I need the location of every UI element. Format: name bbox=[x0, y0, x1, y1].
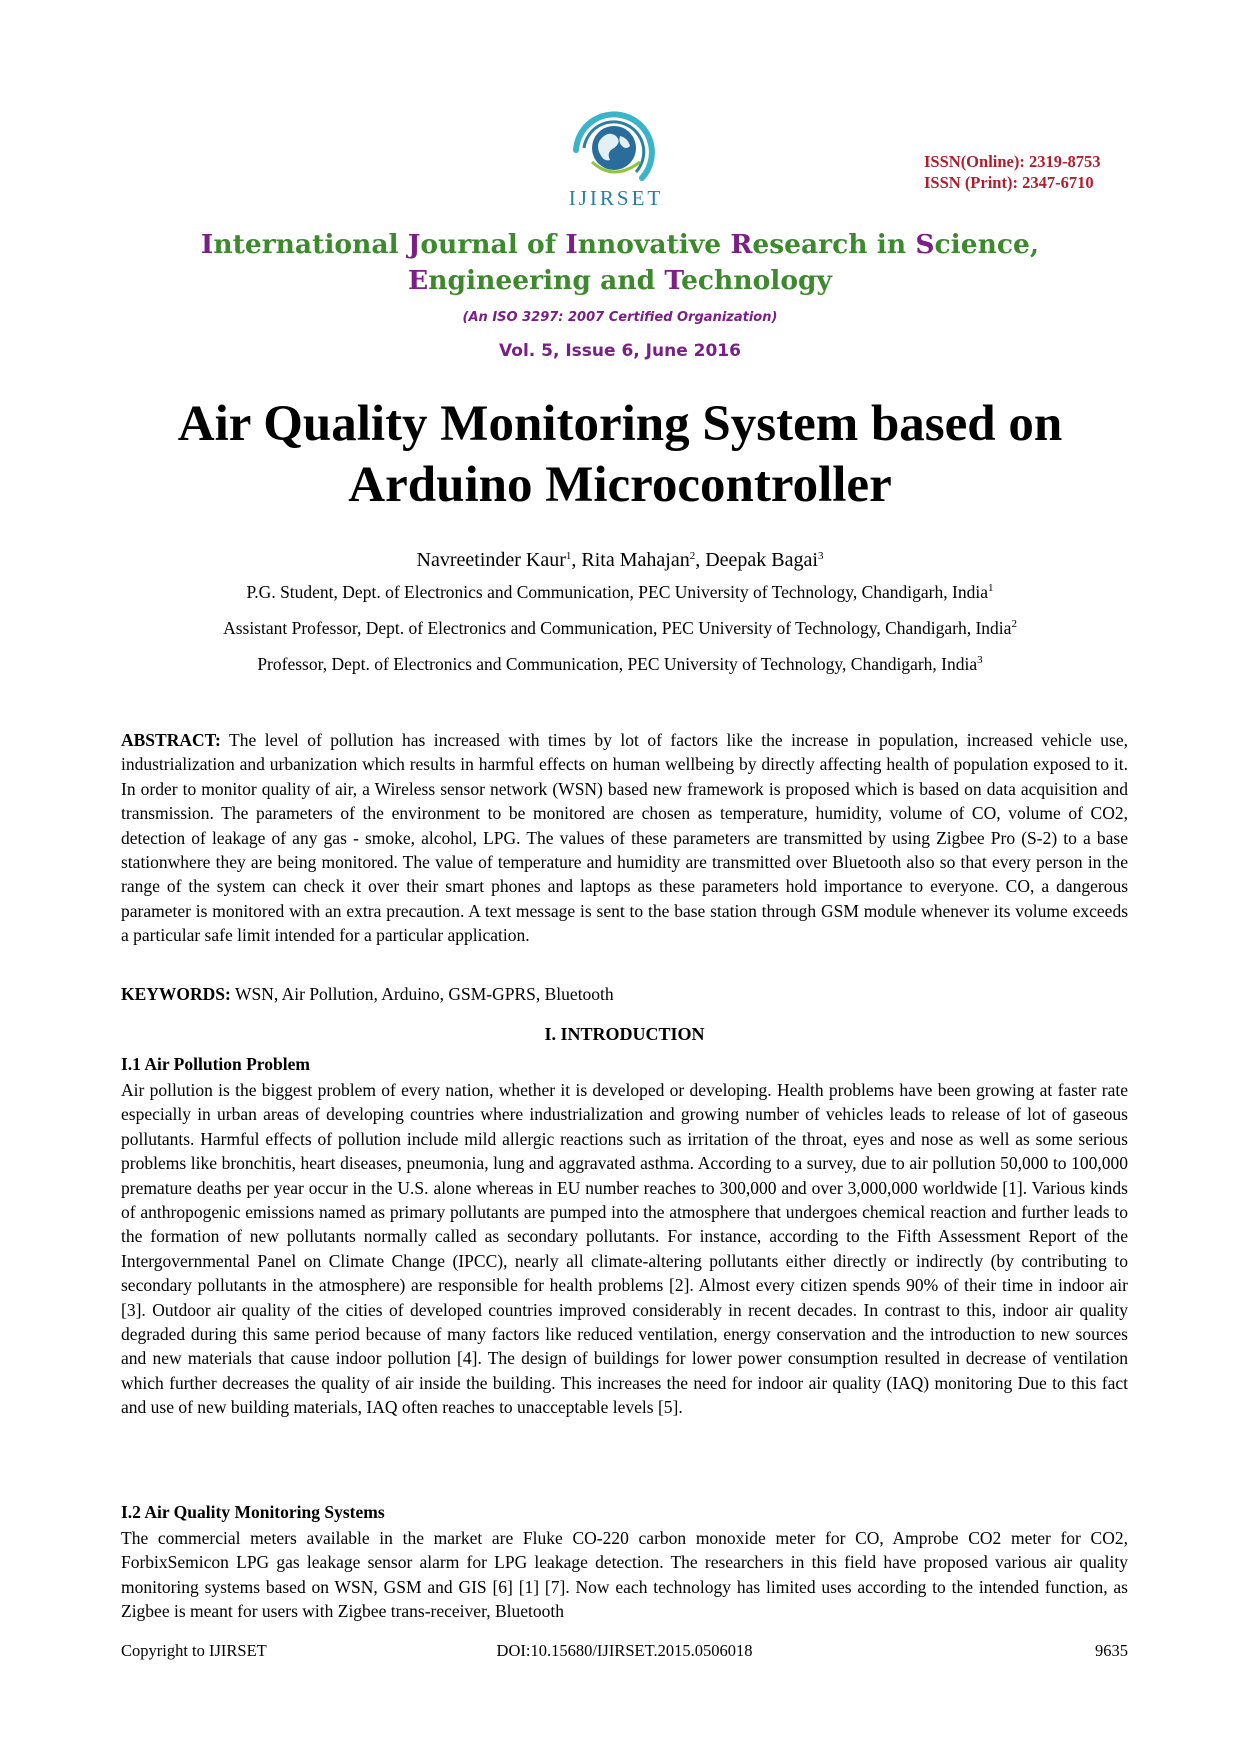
author-affil-mark: 1 bbox=[565, 550, 572, 562]
author-name: Deepak Bagai bbox=[705, 549, 818, 571]
author-affil-mark: 3 bbox=[817, 550, 824, 562]
author-separator: , bbox=[695, 549, 706, 571]
author-1 bbox=[417, 549, 582, 571]
ijirset-logo bbox=[556, 100, 676, 215]
subsection-text-2: The commercial meters available in the market are Fluke CO-220 carbon monoxide meter for CO, Amprobe CO2 meter for CO2, ForbixSemicon LPG gas leakage sensor alarm for LPG leakage detection. The researchers in this field have proposed various air quality monitoring systems based on WSN, GSM and GIS [6] [1] [7]. Now each technology has limited uses according to the intended function, as Zigbee is meant for users with Zigbee trans-receiver, Bluetooth bbox=[121, 1528, 1128, 1622]
author-name: Navreetinder Kaur bbox=[416, 549, 566, 571]
issn-print: ISSN (Print): 2347-6710 bbox=[924, 173, 1094, 192]
journal-name-line2: Engineering and Technology bbox=[408, 265, 832, 296]
page-footer bbox=[121, 1641, 1128, 1665]
abstract bbox=[121, 728, 1128, 948]
author-3 bbox=[705, 549, 823, 571]
globe-icon bbox=[556, 100, 676, 190]
subsection-heading-2: I.2 Air Quality Monitoring Systems bbox=[121, 1502, 385, 1522]
keywords bbox=[121, 982, 1128, 1006]
author-separator: , bbox=[571, 549, 582, 571]
subsection-text-1: Air pollution is the biggest problem of every nation, whether it is developed or developing. Health problems have been growing at faster rate especially in urban areas of developing countries where industrialization and growing number of vehicles leads to release of lot of gaseous pollutants. Harmful effects of pollution include mild allergic reactions such as irritation of the throat, eyes and nose as well as some serious problems like bronchitis, heart diseases, pneumonia, lung and aggravated asthma. According to a survey, due to air pollution 50,000 to 100,000 premature deaths per year occur in the U.S. alone whereas in EU number reaches to 300,000 and over 3,000,000 worldwide [1]. Various kinds of anthropogenic emissions named as primary pollutants are pumped into the atmosphere that undergoes chemical reaction and further leads to the formation of new pollutants normally called as secondary pollutants. For instance, according to the Fifth Assessment Report of the Intergovernmental Panel on Climate Change (IPCC), nearly all climate-altering pollutants either directly or indirectly (by contributing to secondary pollutants in the atmosphere) are responsible for health problems [2]. Almost every citizen spends 90% of their time in indoor air [3]. Outdoor air quality of the cities of developed countries improved considerably in recent decades. In contrast to this, indoor air quality degraded during this same period because of many factors like reduced ventilation, energy conservation and the introduction to new sources and new materials that cause indoor pollution [4]. The design of buildings for lower power consumption resulted in decrease of ventilation which further decreases the quality of air inside the building. This increases the need for indoor air quality (IAQ) monitoring Due to this fact and use of new building materials, IAQ often reaches to unacceptable levels [5]. bbox=[121, 1080, 1128, 1418]
section-heading-introduction: I. INTRODUCTION bbox=[544, 1024, 705, 1044]
affiliation-2: Assistant Professor, Dept. of Electronics and Communication, PEC University of Technology, Chandigarh, India$^2$ bbox=[223, 618, 1017, 638]
logo-text: IJIRSET bbox=[568, 186, 664, 210]
author-name: Rita Mahajan bbox=[581, 549, 690, 571]
journal-name bbox=[60, 227, 1180, 299]
paper-title-line1: Air Quality Monitoring System based on bbox=[177, 396, 1063, 452]
affiliation-3: Professor, Dept. of Electronics and Communication, PEC University of Technology, Chandigarh, India$^3$ bbox=[257, 654, 983, 674]
paper-title bbox=[90, 394, 1150, 516]
keywords-text: WSN, Air Pollution, Arduino, GSM-GPRS, Bluetooth bbox=[234, 984, 614, 1004]
keywords-label: KEYWORDS: bbox=[121, 984, 231, 1004]
subsection-heading-1: I.1 Air Pollution Problem bbox=[121, 1054, 310, 1074]
affiliation-1: P.G. Student, Dept. of Electronics and Communication, PEC University of Technology, Chandigarh, India$^1$ bbox=[246, 582, 994, 602]
issn-block bbox=[924, 151, 1184, 193]
certification-note: (An ISO 3297: 2007 Certified Organization) bbox=[462, 310, 778, 325]
abstract-label: ABSTRACT: bbox=[121, 730, 221, 750]
volume-issue: Vol. 5, Issue 6, June 2016 bbox=[499, 341, 741, 361]
author-list bbox=[60, 549, 1180, 572]
footer-doi: DOI:10.15680/IJIRSET.2015.0506018 bbox=[496, 1641, 753, 1660]
journal-name-line1: International Journal of Innovative Research in Science, bbox=[200, 229, 1040, 260]
page-number: 9635 bbox=[1095, 1641, 1128, 1660]
paper-title-line2: Arduino Microcontroller bbox=[348, 457, 892, 513]
abstract-text: The level of pollution has increased with times by lot of factors like the increase in population, increased vehicle use, industrialization and urbanization which results in harmful effects on human wellbeing by directly affecting health of population exposed to it. In order to monitor quality of air, a Wireless sensor network (WSN) based new framework is proposed which is based on data acquisition and transmission. The parameters of the environment to be monitored are chosen as temperature, humidity, volume of CO, volume of CO2, detection of leakage of any gas - smoke, alcohol, LPG. The values of these parameters are transmitted by using Zigbee Pro (S-2) to a base stationwhere they are being monitored. The value of temperature and humidity are transmitted over Bluetooth also so that every person in the range of the system can check it over their smart phones and laptops as these parameters hold importance to everyone. CO, a dangerous parameter is monitored with an extra precaution. A text message is sent to the base station through GSM module whenever its volume exceeds a particular safe limit intended for a particular application. bbox=[121, 730, 1128, 946]
author-2 bbox=[581, 549, 705, 571]
issn-online: ISSN(Online): 2319-8753 bbox=[924, 152, 1101, 171]
footer-copyright: Copyright to IJIRSET bbox=[121, 1641, 267, 1660]
author-affil-mark: 2 bbox=[689, 550, 696, 562]
